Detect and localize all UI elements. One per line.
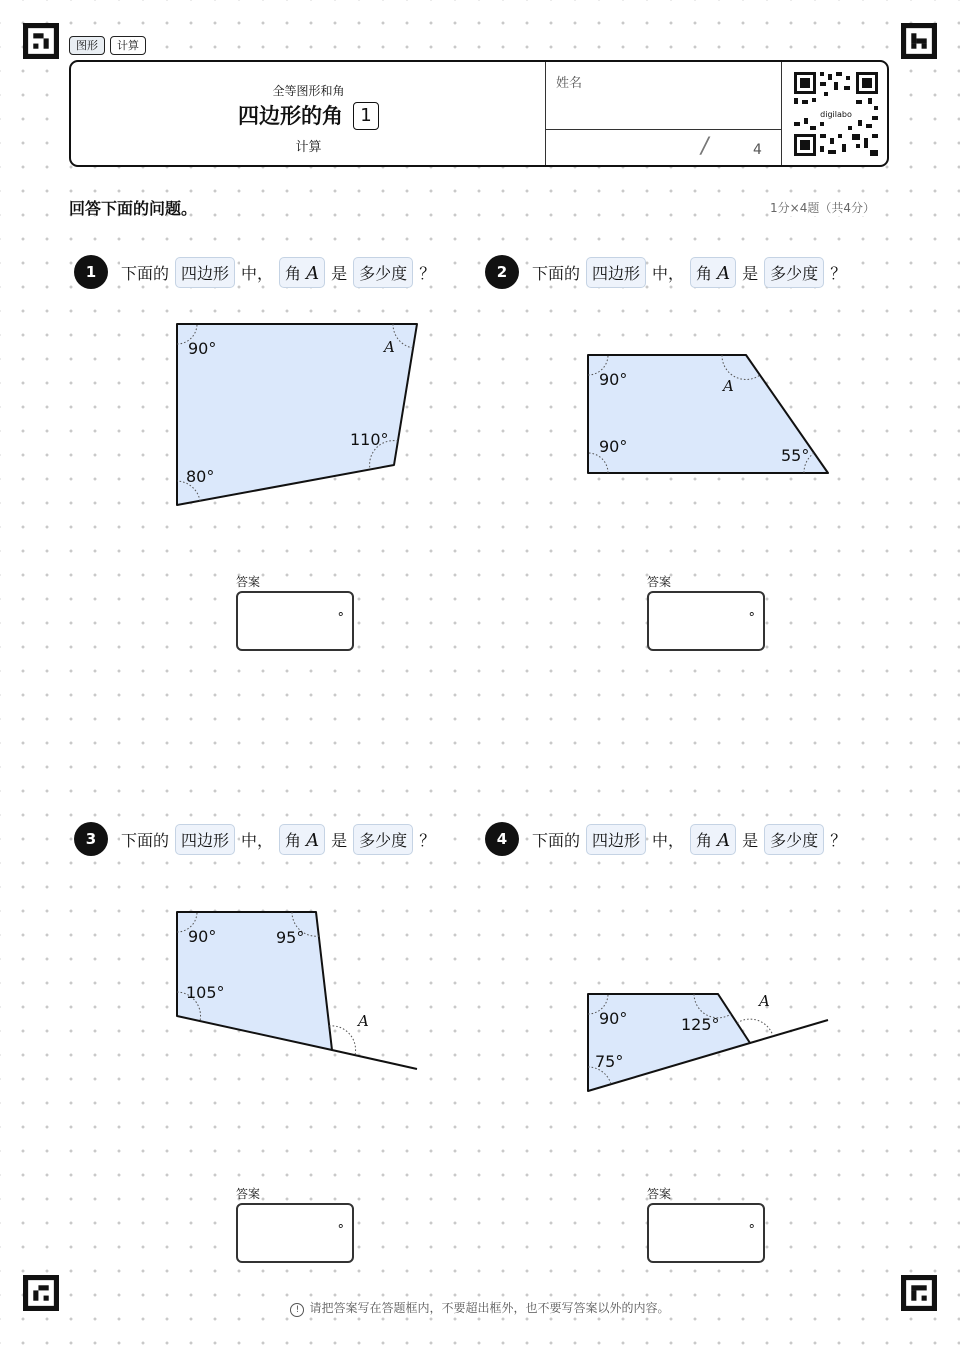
answer-label: 答案 — [236, 1187, 261, 1201]
angle-label: 90° — [188, 927, 217, 946]
term-chip — [690, 257, 736, 288]
question-text: 中， — [240, 261, 274, 284]
instruction: 回答下面的问题。 — [69, 199, 198, 218]
question-text: 下面的 — [531, 828, 581, 851]
term-chip-text: 角 — [285, 263, 302, 283]
question-text: 下面的 — [531, 261, 581, 284]
question-text: 中， — [240, 828, 274, 851]
footer-text: 请把答案写在答题框内，不要超出框外，也不要写答案以外的内容。 — [309, 1301, 670, 1315]
question-text: 是 — [330, 261, 348, 284]
term-chip-text: 角 — [285, 830, 302, 850]
angle-label: 75° — [595, 1052, 624, 1071]
question-text: 下面的 — [120, 261, 170, 284]
question-row — [485, 822, 847, 856]
answer-label: 答案 — [647, 1187, 672, 1201]
footer-note-content — [286, 1301, 673, 1315]
angle-a-label: A — [723, 377, 734, 395]
angle-a-label: A — [759, 992, 770, 1010]
name-label: 姓名 — [556, 76, 583, 91]
info-icon: ! — [290, 1303, 304, 1317]
header-category: 计算 — [295, 140, 322, 155]
question-number: 2 — [485, 255, 519, 289]
answer-box[interactable] — [236, 591, 354, 651]
page-title-text: 四边形的角 — [238, 104, 343, 128]
variable-a: A — [717, 829, 731, 851]
term-chip — [690, 824, 736, 855]
variable-a: A — [306, 829, 320, 851]
answer-box[interactable] — [647, 1203, 765, 1263]
term-chip: 四边形 — [586, 824, 646, 855]
question-text: 是 — [330, 828, 348, 851]
question-text: 中， — [651, 828, 685, 851]
footer-note — [0, 1299, 960, 1317]
angle-label: 55° — [781, 446, 810, 465]
angle-label: 80° — [186, 467, 215, 486]
tag-calculation: 计算 — [110, 36, 146, 55]
score-total: 4 — [753, 142, 762, 158]
header-divider-qr — [781, 62, 782, 165]
question-text: 是 — [741, 828, 759, 851]
header-subtitle: 全等图形和角 — [272, 84, 345, 98]
header-divider — [545, 62, 546, 165]
degree-symbol: ° — [748, 611, 755, 626]
question-text: ？ — [829, 828, 847, 851]
term-chip: 四边形 — [175, 824, 235, 855]
degree-symbol: ° — [748, 1223, 755, 1238]
term-chip — [279, 257, 325, 288]
question-row — [485, 255, 847, 289]
corner-marker-top-left — [23, 23, 59, 59]
points-info: 1分×4题（共4分） — [770, 201, 875, 215]
header-title-area — [71, 62, 546, 165]
term-chip-text: 角 — [696, 263, 713, 283]
term-chip-text: 角 — [696, 830, 713, 850]
term-chip: 多少度 — [764, 257, 824, 288]
qr-label: digilabo — [820, 110, 852, 119]
angle-label: 90° — [188, 339, 217, 358]
question-row — [74, 822, 436, 856]
term-chip: 四边形 — [586, 257, 646, 288]
answer-box[interactable] — [647, 591, 765, 651]
term-chip: 多少度 — [353, 257, 413, 288]
angle-label: 110° — [350, 430, 389, 449]
term-chip: 四边形 — [175, 257, 235, 288]
page-title — [71, 100, 546, 130]
answer-label: 答案 — [647, 575, 672, 589]
term-chip: 多少度 — [764, 824, 824, 855]
problem-2 — [481, 245, 881, 705]
angle-label: 90° — [599, 370, 628, 389]
score-slash: / — [701, 134, 709, 159]
question-number: 1 — [74, 255, 108, 289]
term-chip — [279, 824, 325, 855]
tag-shapes: 图形 — [69, 36, 105, 55]
angle-label: 105° — [186, 983, 225, 1002]
question-number: 4 — [485, 822, 519, 856]
angle-label: 95° — [276, 928, 305, 947]
corner-marker-top-right — [901, 23, 937, 59]
name-divider — [546, 129, 781, 130]
answer-box[interactable] — [236, 1203, 354, 1263]
variable-a: A — [717, 262, 731, 284]
worksheet-number: 1 — [353, 102, 379, 130]
term-chip: 多少度 — [353, 824, 413, 855]
degree-symbol: ° — [337, 1223, 344, 1238]
question-text: ？ — [418, 261, 436, 284]
angle-label: 125° — [681, 1015, 720, 1034]
degree-symbol: ° — [337, 611, 344, 626]
question-text: 中， — [651, 261, 685, 284]
angle-label: 90° — [599, 437, 628, 456]
question-row — [74, 255, 436, 289]
problem-3 — [70, 812, 470, 1272]
problem-4 — [481, 812, 881, 1272]
question-text: ？ — [829, 261, 847, 284]
question-number: 3 — [74, 822, 108, 856]
problem-1 — [70, 245, 470, 705]
question-text: 是 — [741, 261, 759, 284]
variable-a: A — [306, 262, 320, 284]
angle-a-label: A — [384, 338, 395, 356]
angle-label: 90° — [599, 1009, 628, 1028]
qr-code-icon — [794, 72, 878, 156]
question-text: 下面的 — [120, 828, 170, 851]
worksheet-header — [69, 60, 889, 167]
answer-label: 答案 — [236, 575, 261, 589]
question-text: ？ — [418, 828, 436, 851]
angle-a-label: A — [358, 1012, 369, 1030]
